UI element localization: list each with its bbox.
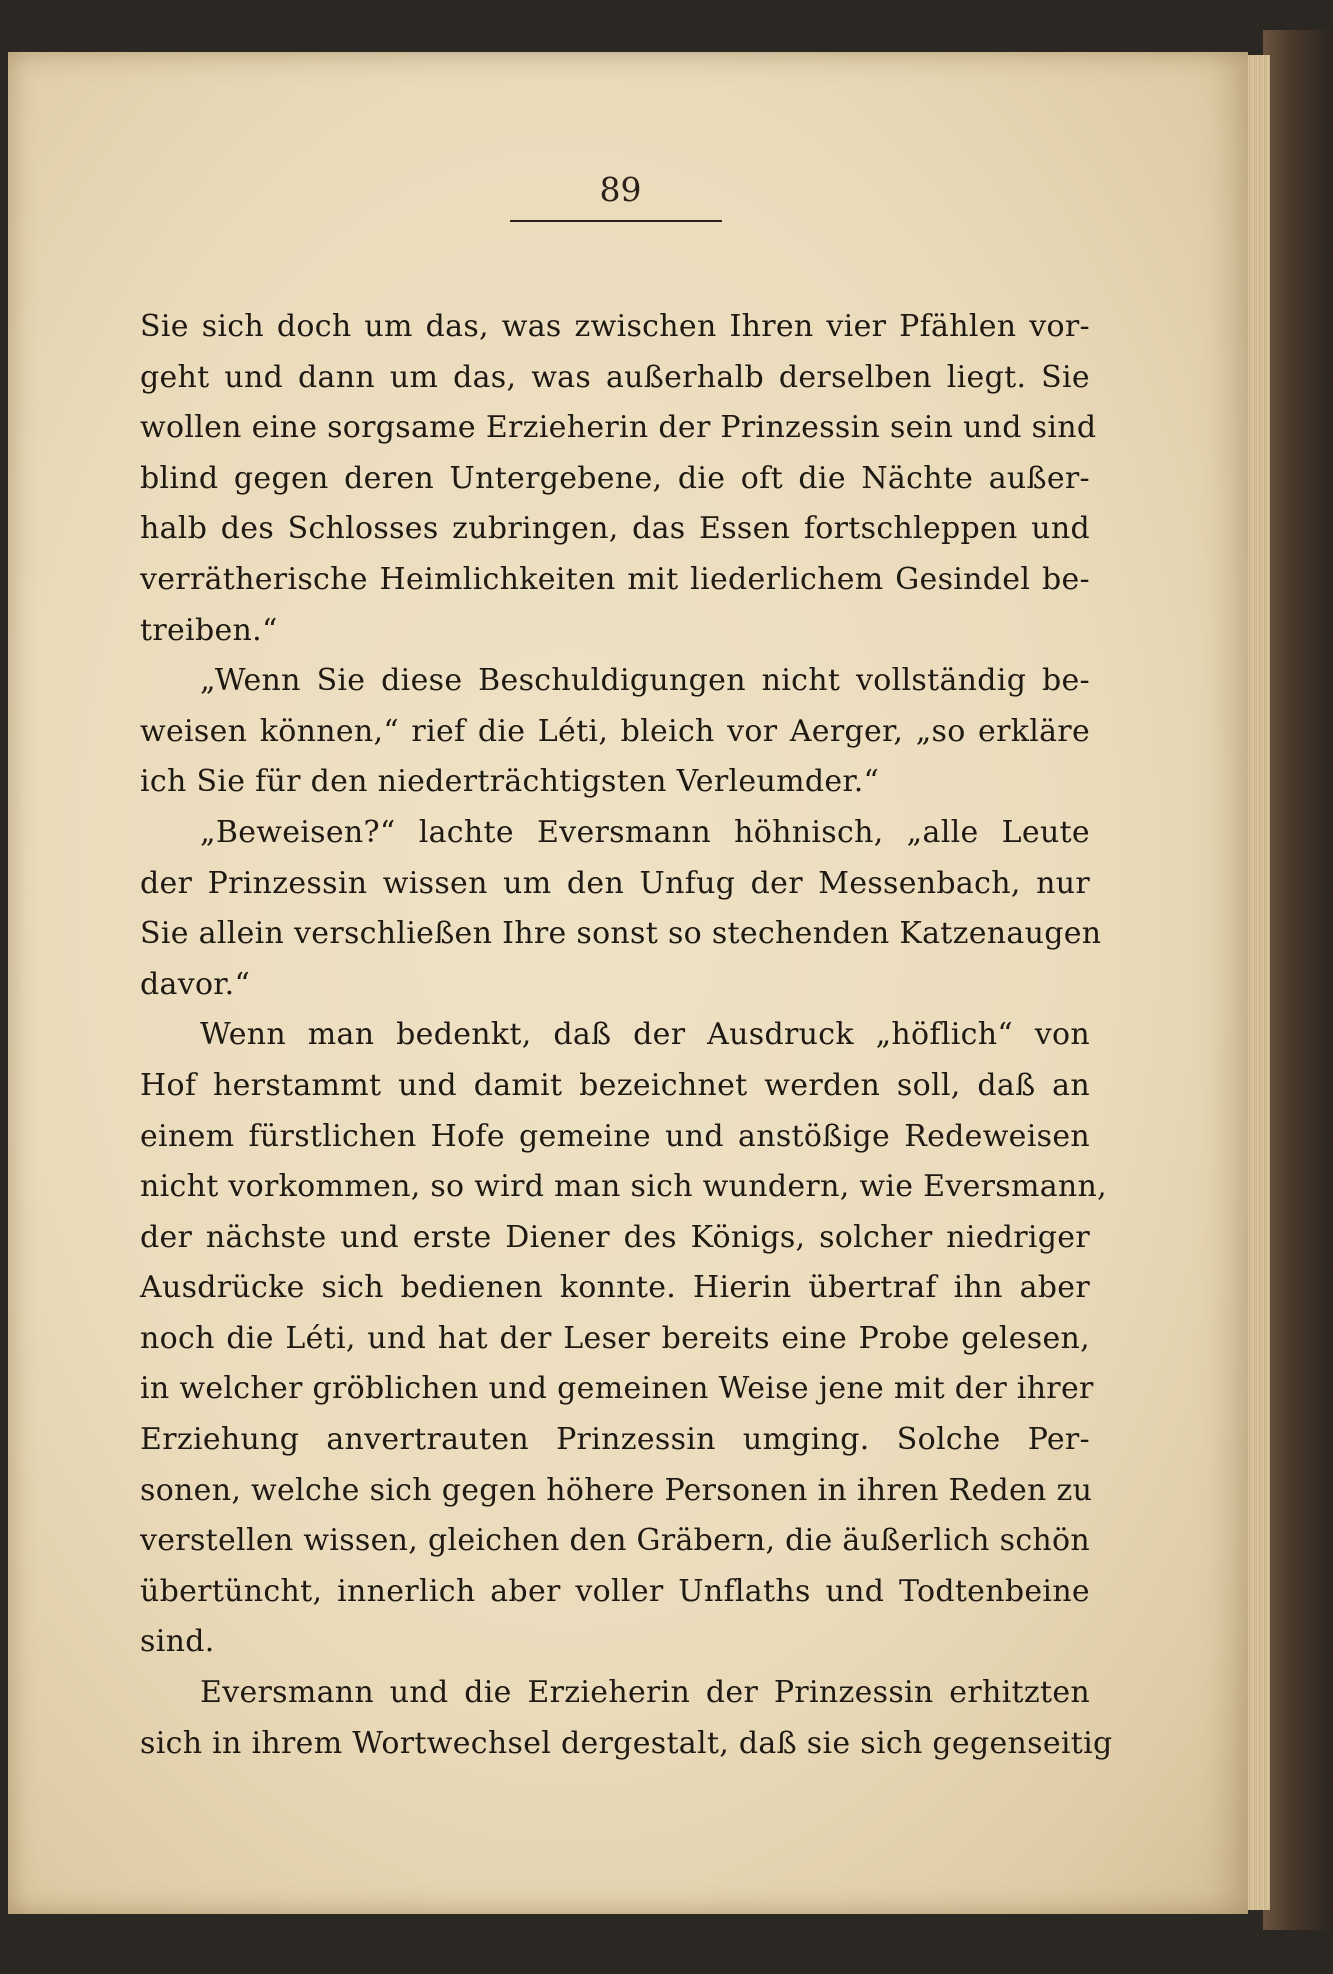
text-line: „Wenn Sie diese Beschuldigungen nicht vollständig be-: [200, 663, 1090, 699]
text-line: der Prinzessin wissen um den Unfug der Messenbach, nur: [140, 865, 1090, 901]
text-line: übertüncht, innerlich aber voller Unflaths und Todtenbeine: [140, 1573, 1090, 1609]
text-line: blind gegen deren Untergebene, die oft die Nächte außer-: [140, 460, 1090, 496]
text-line: nicht vorkommen, so wird man sich wundern, wie Eversmann,: [140, 1169, 1107, 1205]
text-line: davor.“: [140, 966, 251, 1002]
text-line: einem fürstlichen Hofe gemeine und anstößige Redeweisen: [140, 1118, 1090, 1154]
text-line: geht und dann um das, was außerhalb derselben liegt. Sie: [140, 359, 1090, 395]
text-line: der nächste und erste Diener des Königs, solcher niedriger: [140, 1219, 1090, 1255]
text-line: Sie allein verschließen Ihre sonst so stechenden Katzenaugen: [140, 916, 1102, 952]
text-line: sich in ihrem Wortwechsel dergestalt, daß sie sich gegenseitig: [140, 1725, 1113, 1761]
page-number: 89: [599, 170, 642, 209]
text-line: verstellen wissen, gleichen den Gräbern, die äußerlich schön: [140, 1523, 1091, 1559]
text-line: wollen eine sorgsame Erzieherin der Prinzessin sein und sind: [140, 410, 1097, 446]
text-line: Wenn man bedenkt, daß der Ausdruck „höflich“ von: [200, 1017, 1090, 1053]
text-line: Hof herstammt und damit bezeichnet werden soll, daß an: [140, 1067, 1090, 1103]
text-line: Eversmann und die Erzieherin der Prinzessin erhitzten: [200, 1675, 1090, 1711]
body-text: [140, 302, 1113, 1769]
text-line: sonen, welche sich gegen höhere Personen in ihren Reden zu: [140, 1472, 1093, 1508]
text-line: Erziehung anvertrauten Prinzessin umging. Solche Per-: [140, 1422, 1090, 1458]
text-line: weisen können,“ rief die Léti, bleich vor Aerger, „so erkläre: [140, 713, 1090, 749]
text-line: verrätherische Heimlichkeiten mit liederlichem Gesindel be-: [140, 561, 1090, 597]
book-page: [8, 52, 1248, 1914]
text-line: Ausdrücke sich bedienen konnte. Hierin übertraf ihn aber: [140, 1270, 1090, 1306]
text-line: noch die Léti, und hat der Leser bereits eine Probe gelesen,: [140, 1320, 1090, 1356]
text-line: Sie sich doch um das, was zwischen Ihren vier Pfählen vor-: [140, 309, 1090, 344]
text-line: treiben.“: [140, 612, 278, 648]
text-line: halb des Schlosses zubringen, das Essen fortschleppen und: [140, 511, 1090, 547]
text-line: in welcher gröblichen und gemeinen Weise jene mit der ihrer: [140, 1371, 1094, 1407]
text-line: sind.: [140, 1624, 215, 1660]
header-rule: [510, 220, 722, 222]
text-line: ich Sie für den niederträchtigsten Verleumder.“: [140, 764, 880, 800]
book-cover-edge: [1263, 30, 1333, 1930]
text-line: „Beweisen?“ lachte Eversmann höhnisch, „alle Leute: [200, 814, 1090, 850]
